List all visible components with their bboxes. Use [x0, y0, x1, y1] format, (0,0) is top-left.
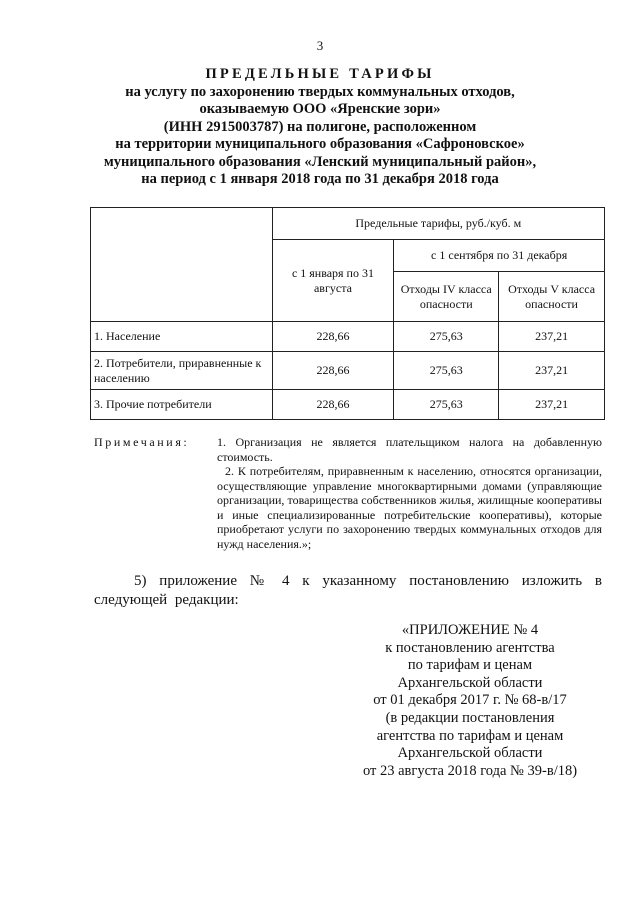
cell-value: 237,21	[499, 390, 605, 420]
title-line: на территории муниципального образования «Сафроновское»	[115, 136, 525, 152]
appendix-line: от 01 декабря 2017 г. № 68-в/17	[373, 692, 567, 709]
cell-value: 275,63	[394, 322, 499, 352]
appendix-line: по тарифам и ценам	[407, 657, 533, 674]
appendix-line: к постановлению агентства	[385, 639, 555, 656]
row-label: 2. Потребители, приравненные к населению	[91, 352, 273, 390]
title-line: на услугу по захоронению твердых коммунальных отходов,	[125, 83, 515, 100]
title-heading: ПРЕДЕЛЬНЫЕ ТАРИФЫ	[205, 66, 435, 82]
notes-lead: Примечания:	[94, 435, 190, 449]
page-number: 3	[316, 38, 324, 53]
table-row	[91, 390, 605, 420]
header-period1: с 1 января по 31 августа	[272, 240, 394, 322]
appendix-line: агентства по тарифам и ценам	[376, 727, 564, 744]
table-row	[91, 352, 605, 390]
appendix-line: от 23 августа 2018 года № 39-в/18)	[362, 762, 578, 779]
cell-value: 275,63	[394, 390, 499, 420]
cell-value: 228,66	[272, 390, 394, 420]
title-line: на период с 1 января 2018 года по 31 декабря 2018 года	[141, 171, 499, 187]
cell-value: 228,66	[272, 322, 394, 352]
document-title	[60, 66, 580, 189]
appendix-line: Архангельской области	[397, 674, 543, 691]
header-period2: с 1 сентября по 31 декабря	[394, 240, 605, 272]
empty-header-cell	[91, 208, 273, 322]
header-main: Предельные тарифы, руб./куб. м	[272, 208, 604, 240]
cell-value: 228,66	[272, 352, 394, 390]
title-line: (ИНН 2915003787) на полигоне, расположенном	[163, 118, 477, 135]
appendix-header	[350, 622, 590, 780]
title-line: муниципального образования «Ленский муниципальный район»,	[103, 153, 537, 170]
cell-value: 237,21	[499, 322, 605, 352]
appendix-line: Архангельской области	[397, 745, 543, 762]
row-label: 3. Прочие потребители	[91, 390, 273, 420]
tariff-table	[90, 207, 605, 420]
notes-body	[217, 435, 602, 551]
header-class4: Отходы IV класса опасности	[394, 272, 499, 322]
appendix-line: «ПРИЛОЖЕНИЕ № 4	[401, 622, 539, 638]
row-label: 1. Население	[91, 322, 273, 352]
point5-paragraph: 5) приложение № 4 к указанному постановлению изложить в следующей редакции:	[94, 573, 602, 608]
cell-value: 237,21	[499, 352, 605, 390]
note-item: 1. Организация не является плательщиком налога на добавленную стоимость.	[217, 435, 602, 464]
appendix-line: (в редакции постановления	[385, 709, 555, 726]
header-class5: Отходы V класса опасности	[499, 272, 605, 322]
cell-value: 275,63	[394, 352, 499, 390]
title-line: оказываемую ООО «Яренские зори»	[199, 101, 441, 117]
table-row	[91, 322, 605, 352]
note-item: 2. К потребителям, приравненным к населению, относятся организации, осуществляющие управление многоквартирными домами (управляющие организации, товарищества собственников жилья, жилищные кооперативы и иные специализированные потребительские кооперативы), которые приобретают услуги по захоронению твердых коммунальных отходов для нужд населения.»;	[217, 464, 602, 551]
